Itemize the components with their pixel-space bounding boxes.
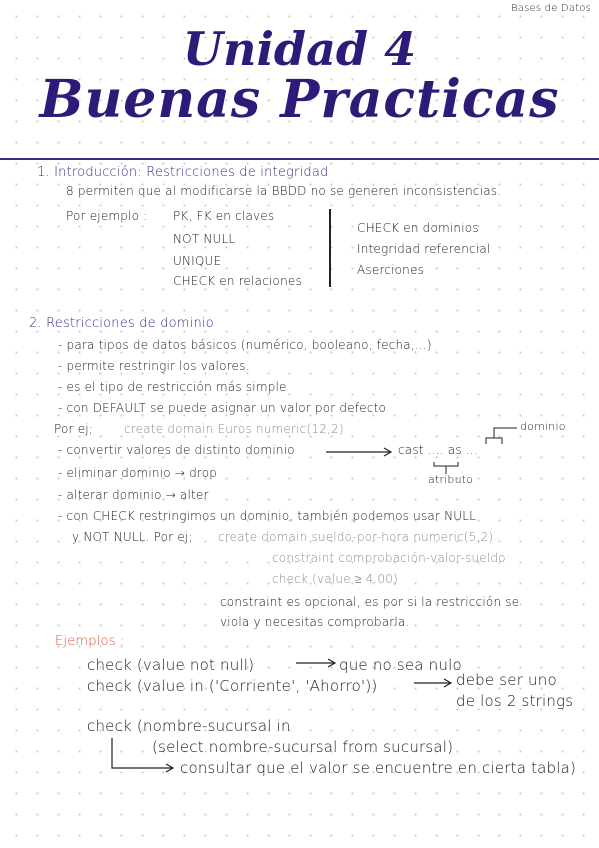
s2-dominio-label: dominio bbox=[520, 420, 566, 433]
s2-code-line: check (value ≥ 4.00) bbox=[272, 572, 399, 586]
ejemplos-heading: Ejemplos : bbox=[55, 634, 125, 649]
ejemplo-1-code: check (value not null) bbox=[87, 656, 255, 674]
s2-atributo-label: atributo bbox=[428, 473, 474, 486]
s2-check-line-2: y NOT NULL. Por ej; bbox=[72, 530, 193, 544]
s2-check-line-1: - con CHECK restringimos un dominio, también podemos usar NULL bbox=[58, 509, 477, 523]
s2-porej-code: create domain Euros numeric(12,2) bbox=[124, 422, 344, 436]
s1-por-ejemplo: Por ejemplo : bbox=[66, 209, 148, 223]
s1-left-item: PK, FK en claves bbox=[173, 209, 275, 223]
s2-cast: cast .... as ... bbox=[398, 443, 478, 457]
ejemplo-2-code: check (value in ('Corriente', 'Ahorro')) bbox=[87, 677, 378, 695]
s1-left-item: CHECK en relaciones bbox=[173, 274, 302, 288]
ejemplo-3-line-2: (select nombre-sucursal from sucursal) bbox=[152, 738, 454, 756]
s1-right-item: Integridad referencial bbox=[357, 242, 491, 256]
s2-eliminar: - eliminar dominio → drop bbox=[58, 466, 218, 480]
ejemplo-1-note: que no sea nulo bbox=[339, 656, 462, 674]
s1-left-item: UNIQUE bbox=[173, 254, 222, 268]
s2-bullet: - es el tipo de restricción más simple bbox=[58, 380, 287, 394]
ejemplo-2-note: debe ser uno bbox=[456, 671, 557, 689]
s2-code-line: constraint comprobación-valor-sueldo bbox=[272, 551, 506, 565]
header-tag: Bases de Datos bbox=[511, 3, 591, 14]
s1-left-item: NOT NULL bbox=[173, 232, 236, 246]
s2-note-line: constraint es opcional, es por si la restricción se bbox=[220, 595, 520, 609]
title-line-1: Unidad 4 bbox=[182, 22, 417, 76]
s2-note-line: viola y necesitas comprobarla. bbox=[220, 615, 410, 629]
s2-convertir: - convertir valores de distinto dominio bbox=[58, 443, 295, 457]
ejemplo-3-line-1: check (nombre-sucursal in bbox=[87, 717, 291, 735]
section-1-heading: 1. Introducción: Restricciones de integridad bbox=[37, 165, 329, 180]
s2-code-line: create domain sueldo-por-hora numeric(5,2) bbox=[218, 530, 494, 544]
s2-alterar: - alterar dominio → alter bbox=[58, 488, 209, 502]
s2-porej-label: Por ej; bbox=[54, 422, 94, 436]
ejemplo-2-note: de los 2 strings bbox=[456, 692, 574, 710]
s2-bullet: - permite restringir los valores. bbox=[58, 359, 250, 373]
ejemplo-3-note: consultar que el valor se encuentre en cierta tabla) bbox=[180, 759, 577, 777]
s1-line-1: 8 permiten que al modificarse la BBDD no se generen inconsistencias. bbox=[66, 184, 502, 198]
s1-right-item: CHECK en dominios bbox=[357, 221, 479, 235]
s2-bullet: - con DEFAULT se puede asignar un valor por defecto bbox=[58, 401, 387, 415]
section-2-heading: 2. Restricciones de dominio bbox=[29, 316, 214, 331]
s2-bullet: - para tipos de datos básicos (numérico, booleano, fecha,...) bbox=[58, 338, 432, 352]
title-line-2: Buenas Practicas bbox=[39, 69, 560, 130]
s1-right-item: Aserciones bbox=[357, 263, 425, 277]
